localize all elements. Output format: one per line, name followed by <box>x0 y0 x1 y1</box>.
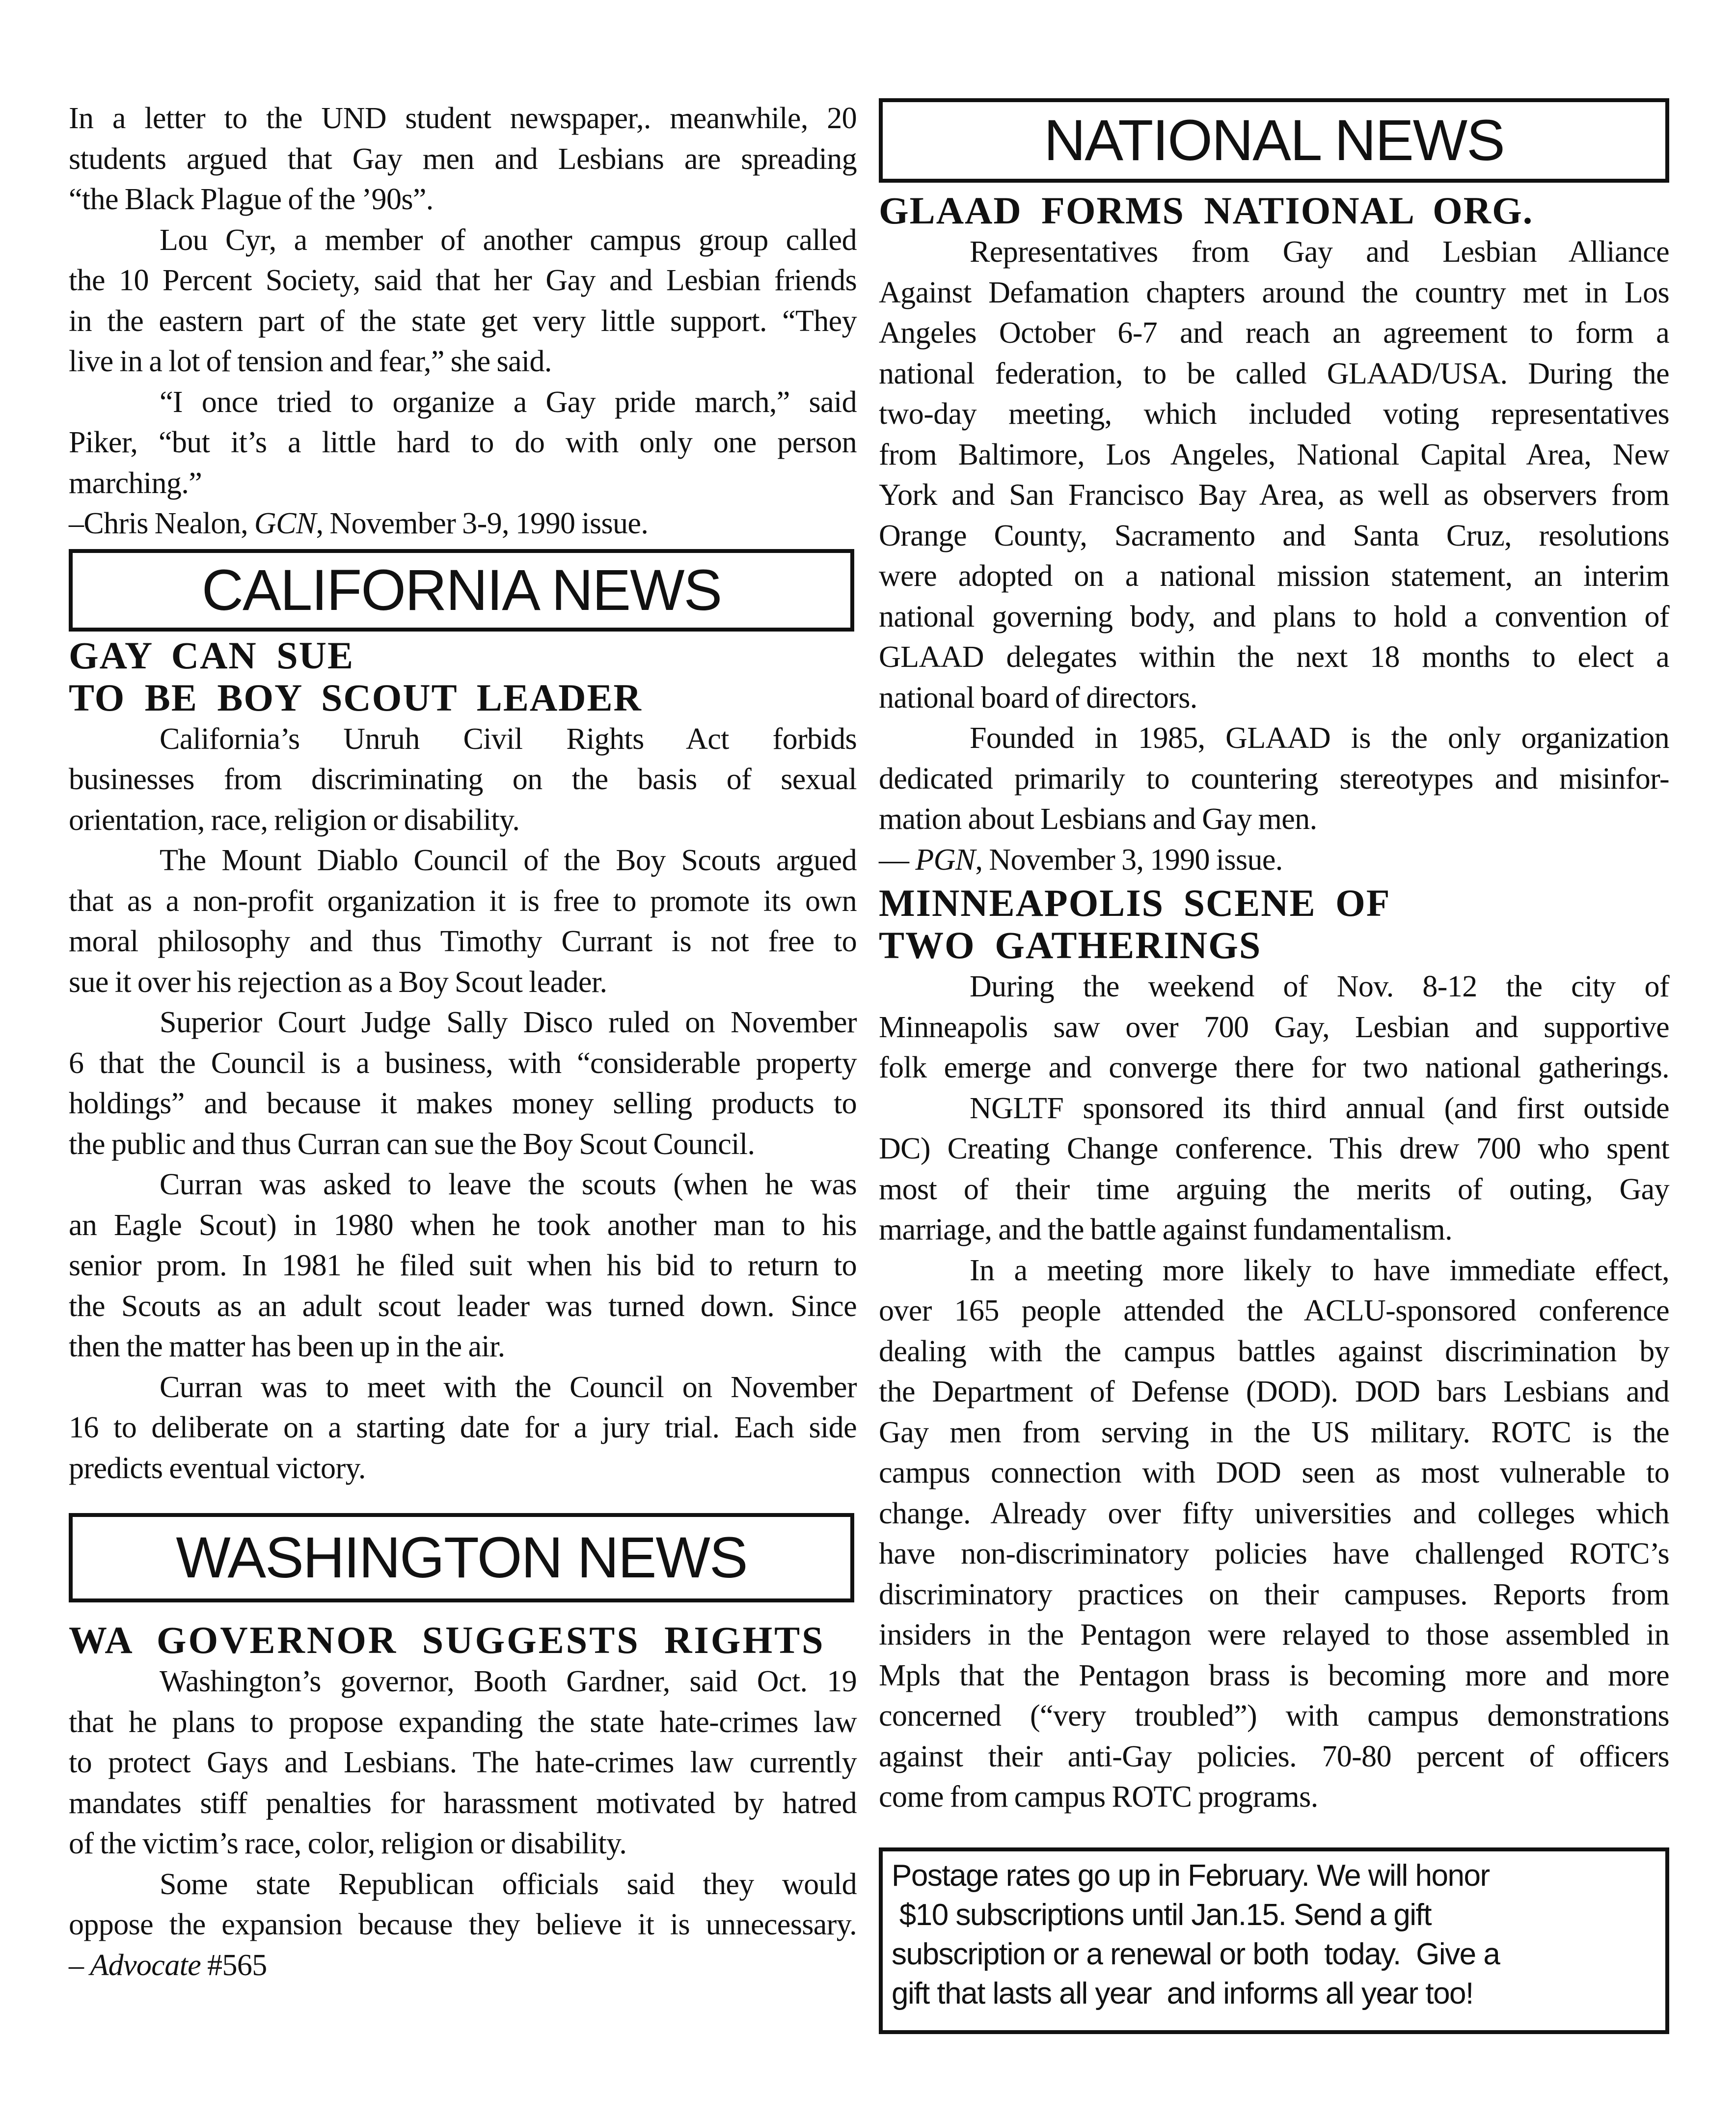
article-line: DC) Creating Change conference. This drew 700 who spent <box>879 1132 1669 1165</box>
article-und-continuation <box>69 98 857 544</box>
section-header-national <box>879 98 1669 183</box>
article-line: York and San Francisco Bay Area, as well as observers from <box>879 478 1669 512</box>
article-line: have non-discriminatory policies have challenged ROTC’s <box>879 1537 1669 1570</box>
article-line: national board of directors. <box>879 681 1197 715</box>
article-line: “the Black Plague of the ’90s”. <box>69 183 434 216</box>
credit-prefix: –Chris Nealon, <box>69 507 254 540</box>
article-line: Founded in 1985, GLAAD is the only organization <box>970 721 1669 755</box>
article-line: marching.” <box>69 466 202 500</box>
article-line: Piker, “but it’s a little hard to do with only one person <box>69 426 857 459</box>
article-line: Mpls that the Pentagon brass is becoming more and more <box>879 1658 1669 1692</box>
subscription-notice-box <box>879 1847 1669 2034</box>
article-line: students argued that Gay men and Lesbians are spreading <box>69 142 857 176</box>
article-line: two-day meeting, which included voting representatives <box>879 397 1669 431</box>
headline: TO BE BOY SCOUT LEADER <box>69 676 642 719</box>
article-line: The Mount Diablo Council of the Boy Scouts argued <box>160 844 857 877</box>
headline: GAY CAN SUE <box>69 634 354 677</box>
article-credit <box>879 840 1669 881</box>
article-line: the Department of Defense (DOD). DOD bars Lesbians and <box>879 1375 1669 1408</box>
article-line: Curran was to meet with the Council on November <box>160 1370 857 1404</box>
left-column <box>69 98 857 1985</box>
article-line: concerned (“very troubled”) with campus demonstrations <box>879 1699 1669 1733</box>
headline: GLAAD FORMS NATIONAL ORG. <box>879 189 1534 232</box>
article-line: the Scouts as an adult scout leader was turned down. Since <box>69 1289 857 1323</box>
section-header-california <box>69 549 854 632</box>
article-line: dedicated primarily to countering stereotypes and misinfor- <box>879 762 1669 796</box>
article-line: mandates stiff penalties for harassment motivated by hatred <box>69 1786 857 1820</box>
article-line: insiders in the Pentagon were relayed to those assembled in <box>879 1618 1669 1652</box>
headline: WA GOVERNOR SUGGESTS RIGHTS <box>69 1619 825 1661</box>
section-title: WASHINGTON NEWS <box>176 1525 747 1590</box>
credit-prefix: — <box>879 843 916 877</box>
article-line: sue it over his rejection as a Boy Scout leader. <box>69 965 607 999</box>
article-line: Gay men from serving in the US military. ROTC is the <box>879 1415 1669 1449</box>
article-line: Minneapolis saw over 700 Gay, Lesbian and supportive <box>879 1010 1669 1044</box>
notice-line: gift that lasts all year and informs all year too! <box>892 1977 1473 2011</box>
article-line: change. Already over fifty universities and colleges which <box>879 1496 1669 1530</box>
article-line: Curran was asked to leave the scouts (when he was <box>160 1168 857 1201</box>
article-line: the 10 Percent Society, said that her Gay and Lesbian friends <box>69 264 857 297</box>
article-glaad <box>879 190 1669 880</box>
article-line: During the weekend of Nov. 8-12 the city of <box>970 970 1669 1003</box>
right-column <box>879 98 1669 1818</box>
article-line: live in a lot of tension and fear,” she said. <box>69 345 552 378</box>
credit-date: , November 3-9, 1990 issue. <box>316 507 649 540</box>
article-line: In a letter to the UND student newspaper,. meanwhile, 20 <box>69 102 857 135</box>
article-line: orientation, race, religion or disability. <box>69 803 520 837</box>
article-line: come from campus ROTC programs. <box>879 1780 1318 1814</box>
article-line: Against Defamation chapters around the country met in Los <box>879 275 1669 309</box>
credit-publication: GCN <box>254 507 316 540</box>
article-line: oppose the expansion because they believe it is unnecessary. <box>69 1908 857 1941</box>
article-line: Angeles October 6-7 and reach an agreement to form a <box>879 316 1669 350</box>
section-title: NATIONAL NEWS <box>1044 108 1504 173</box>
headline: MINNEAPOLIS SCENE OF <box>879 881 1391 924</box>
section-title: CALIFORNIA NEWS <box>201 557 722 623</box>
article-line: in the eastern part of the state get very little support. “They <box>69 304 857 338</box>
notice-line: Postage rates go up in February. We will honor <box>892 1859 1490 1893</box>
article-line: national governing body, and plans to hold a convention of <box>879 600 1669 634</box>
article-line: In a meeting more likely to have immediate effect, <box>970 1253 1669 1287</box>
article-wa-governor <box>69 1619 857 1985</box>
notice-line: $10 subscriptions until Jan.15. Send a gift <box>892 1898 1431 1932</box>
article-minneapolis <box>879 882 1669 1818</box>
article-credit <box>69 503 857 544</box>
headline: TWO GATHERINGS <box>879 924 1262 966</box>
article-line: discriminatory practices on their campuses. Reports from <box>879 1577 1669 1611</box>
credit-prefix: – <box>69 1948 90 1982</box>
article-line: 6 that the Council is a business, with “considerable property <box>69 1046 857 1080</box>
article-line: to protect Gays and Lesbians. The hate-crimes law currently <box>69 1746 857 1779</box>
article-line: “I once tried to organize a Gay pride march,” said <box>160 385 857 419</box>
article-line: Lou Cyr, a member of another campus group called <box>160 223 857 257</box>
article-line: folk emerge and converge there for two national gatherings. <box>879 1051 1669 1084</box>
article-line: of the victim’s race, color, religion or disability. <box>69 1827 627 1860</box>
article-line: businesses from discriminating on the basis of sexual <box>69 763 857 796</box>
article-line: national federation, to be called GLAAD/USA. During the <box>879 357 1669 390</box>
notice-line: subscription or a renewal or both today. Give a <box>892 1937 1500 1971</box>
article-line: Superior Court Judge Sally Disco ruled on November <box>160 1006 857 1039</box>
article-line: moral philosophy and thus Timothy Currant is not free to <box>69 925 857 958</box>
credit-date: , November 3, 1990 issue. <box>975 843 1283 877</box>
article-line: Representatives from Gay and Lesbian Alliance <box>970 235 1669 269</box>
article-line: dealing with the campus battles against discrimination by <box>879 1334 1669 1368</box>
article-line: Washington’s governor, Booth Gardner, said Oct. 19 <box>160 1665 857 1698</box>
article-line: California’s Unruh Civil Rights Act forbids <box>160 722 857 756</box>
article-line: Some state Republican officials said they would <box>160 1867 857 1901</box>
article-line: 16 to deliberate on a starting date for a jury trial. Each side <box>69 1411 857 1444</box>
credit-publication: Advocate <box>90 1948 201 1982</box>
article-credit <box>69 1945 857 1986</box>
article-line: then the matter has been up in the air. <box>69 1330 505 1363</box>
article-line: that he plans to propose expanding the state hate-crimes law <box>69 1705 857 1739</box>
article-line: an Eagle Scout) in 1980 when he took another man to his <box>69 1208 857 1242</box>
article-line: the public and thus Curran can sue the Boy Scout Council. <box>69 1127 755 1161</box>
article-line: NGLTF sponsored its third annual (and first outside <box>970 1091 1669 1125</box>
article-line: most of their time arguing the merits of outing, Gay <box>879 1172 1669 1206</box>
article-line: campus connection with DOD seen as most vulnerable to <box>879 1456 1669 1489</box>
article-line: GLAAD delegates within the next 18 months to elect a <box>879 640 1669 674</box>
article-line: mation about Lesbians and Gay men. <box>879 802 1317 836</box>
credit-issue: #565 <box>201 1948 267 1982</box>
article-line: that as a non-profit organization it is free to promote its own <box>69 884 857 918</box>
article-line: over 165 people attended the ACLU-sponsored conference <box>879 1294 1669 1327</box>
article-line: from Baltimore, Los Angeles, National Capital Area, New <box>879 438 1669 471</box>
article-gay-can-sue <box>69 634 857 1489</box>
article-line: marriage, and the battle against fundamentalism. <box>879 1213 1453 1246</box>
credit-publication: PGN <box>915 843 976 877</box>
article-line: against their anti-Gay policies. 70-80 percent of officers <box>879 1739 1669 1773</box>
article-line: holdings” and because it makes money selling products to <box>69 1087 857 1120</box>
article-line: predicts eventual victory. <box>69 1451 366 1485</box>
article-line: Orange County, Sacramento and Santa Cruz, resolutions <box>879 519 1669 552</box>
article-line: were adopted on a national mission statement, an interim <box>879 559 1669 593</box>
section-header-washington <box>69 1513 854 1602</box>
article-line: senior prom. In 1981 he filed suit when his bid to return to <box>69 1249 857 1282</box>
